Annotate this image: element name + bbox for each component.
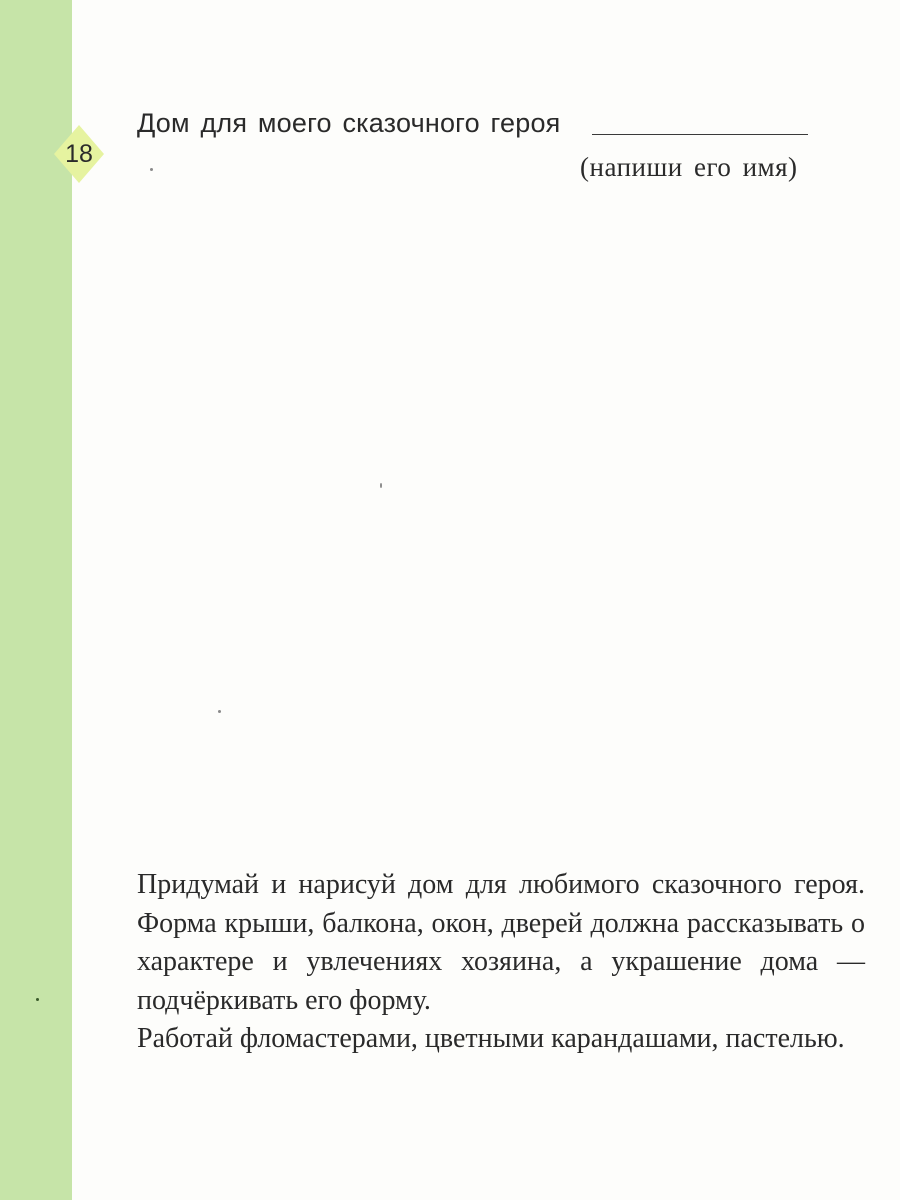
page-number-badge xyxy=(52,123,106,185)
instructions-paragraph: Придумай и нарисуй дом для любимого сказочного героя. Форма крыши, балкона, окон, дверей должна рассказывать о характере и увлечениях хозяина, а украшение дома — подчёркивать его форму. xyxy=(137,869,865,1016)
paper-speck xyxy=(380,483,382,488)
paper-speck xyxy=(36,998,39,1001)
paper-speck xyxy=(218,710,221,713)
instructions-paragraph: Работай фломастерами, цветными карандашами, пастелью. xyxy=(137,1023,845,1054)
page-title: Дом для моего сказочного героя xyxy=(137,108,561,138)
task-instructions xyxy=(137,866,865,1059)
paper-speck xyxy=(150,168,153,171)
hero-name-blank-line[interactable] xyxy=(592,134,808,135)
page-number: 18 xyxy=(65,140,93,168)
drawing-area[interactable] xyxy=(130,200,870,840)
hero-name-hint: (напиши его имя) xyxy=(580,152,798,182)
